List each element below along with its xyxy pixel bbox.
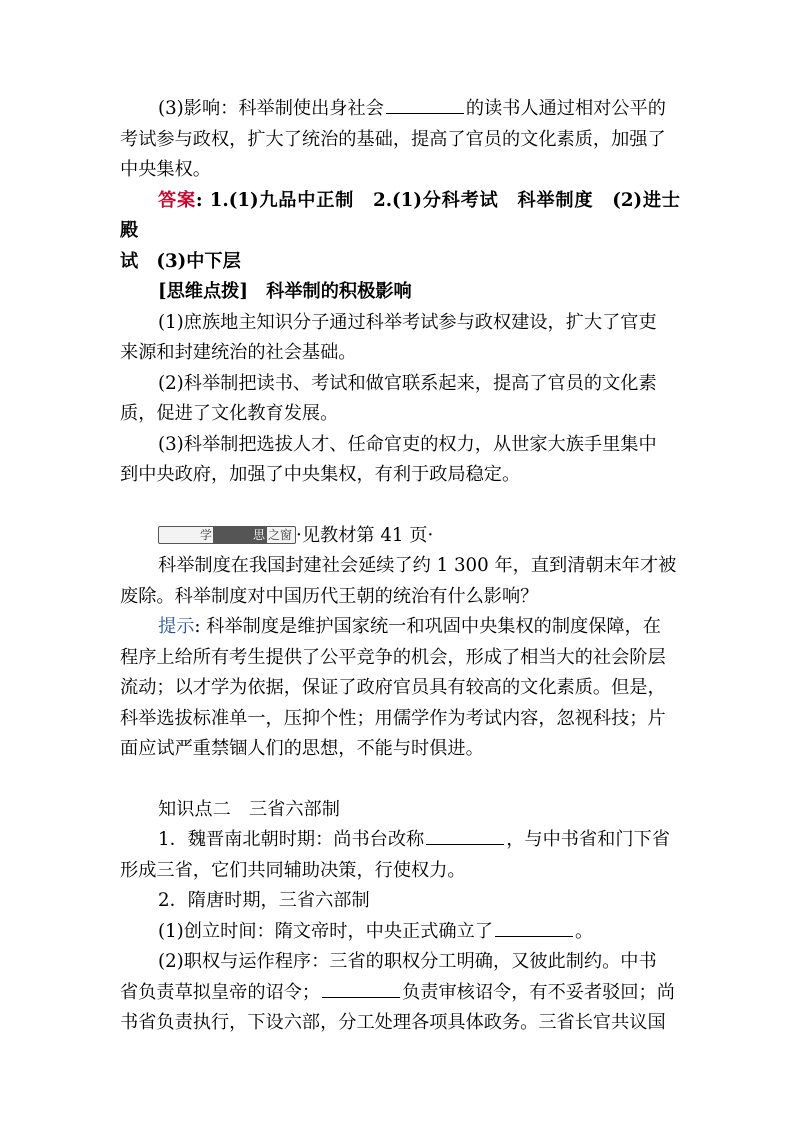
text-span: ，与中书省和门下省 (506, 829, 670, 850)
insight-point-2 (120, 369, 680, 430)
text-span: 形成三省，它们共同辅助决策，行使权力。 (120, 859, 466, 881)
spacer (120, 765, 680, 795)
text-span: (3)影响：科举制使出身社会 (158, 98, 384, 119)
text-span: 负责审核诏令，有不妥者驳回；尚 (402, 981, 675, 1003)
text-span: 程序上给所有考生提供了公平竞争的机会，形成了相当大的社会阶层 (120, 646, 666, 668)
badge-highlight: 思 (213, 527, 267, 543)
text-span: 流动；以才学为依据，保证了政府官员具有较高的文化素质。但是， (120, 677, 666, 698)
section-heading: 知识点二 三省六部制 (158, 798, 340, 820)
text-span: : 科举制度是维护国家统一和巩固中央集权的制度保障，在 (194, 616, 661, 637)
text-span: 1．魏晋南北朝时期 (158, 829, 316, 850)
answer-text: : 1.(1)九品中正制 2.(1)分科考试 科举制度 (2)进士 殿 (120, 189, 699, 241)
text-span: (1)创立时间：隋文帝时，中央正式确立了 (158, 920, 493, 942)
text-span: (2)科举制把读书、考试和做官联系起来，提高了官员的文化素 (158, 372, 657, 394)
text-span: 中央集权。 (120, 159, 211, 180)
text-span: 书省负责执行，下设六部，分工处理各项具体政务。三省长官共议国 (120, 1012, 666, 1033)
text-span: (1)庶族地主知识分子通过科举考试参与政权建设，扩大了官吏 (158, 311, 657, 333)
kp2-item-3 (120, 917, 680, 948)
insight-point-3 (120, 430, 680, 491)
window-question (120, 551, 680, 612)
text-span: 科举制度在我国封建社会延续了约 1 300 年，直到清朝末年才被 (158, 555, 677, 576)
badge-text: 之窗 (268, 527, 293, 542)
badge-text: 学 (200, 527, 213, 542)
text-span: 废除。科举制度对中国历代王朝的统治有什么影响？ (120, 585, 539, 607)
answer-paragraph (120, 186, 699, 278)
text-span: 考试参与政权，扩大了统治的基础，提高了官员的文化素质，加强了 (120, 128, 666, 150)
kp2-item-4 (120, 947, 680, 1039)
insight-heading: [思维点拨] 科举制的积极影响 (158, 281, 412, 302)
fill-blank (322, 979, 400, 998)
text-span: 质，促进了文化教育发展。 (120, 403, 339, 424)
answer-text: 试 (3)中下层 (120, 250, 241, 272)
document-page (120, 94, 699, 1039)
text-span: ：尚书台改称 (315, 829, 425, 850)
text-span: (3)科举制把选拔人才、任命官吏的权力，从世家大族手里集中 (158, 433, 657, 455)
fill-blank (426, 826, 504, 845)
window-reference (120, 521, 680, 552)
kp2-item-2: 2．隋唐时期，三省六部制 (158, 890, 370, 911)
spacer (120, 491, 680, 521)
text-span: 的读书人通过相对公平的 (465, 98, 666, 119)
text-span: (2)职权与运作程序：三省的职权分工明确，又彼此制约。中书 (158, 951, 657, 972)
fill-blank (386, 95, 464, 114)
insight-point-1 (120, 308, 680, 369)
text-span: 科举选拔标准单一，压抑个性；用儒学作为考试内容，忽视科技；片 (120, 707, 666, 729)
study-window-badge (158, 526, 296, 544)
text-span: 到中央政府，加强了中央集权，有利于政局稳定。 (120, 464, 521, 485)
textbook-ref: ·见教材第 41 页· (296, 524, 434, 546)
answer-label: 答案 (158, 189, 196, 211)
influence-paragraph (120, 94, 680, 186)
window-hint (120, 612, 680, 765)
text-span: 省负责草拟皇帝的诏令； (120, 981, 321, 1003)
text-span: 。 (574, 920, 594, 942)
fill-blank (495, 918, 573, 937)
text-span: 来源和封建统治的社会基础。 (120, 342, 357, 363)
text-span: 面应试严重禁锢人们的思想，不能与时俱进。 (120, 738, 484, 759)
hint-label: 提示 (158, 616, 195, 637)
kp2-item-1 (120, 825, 680, 886)
